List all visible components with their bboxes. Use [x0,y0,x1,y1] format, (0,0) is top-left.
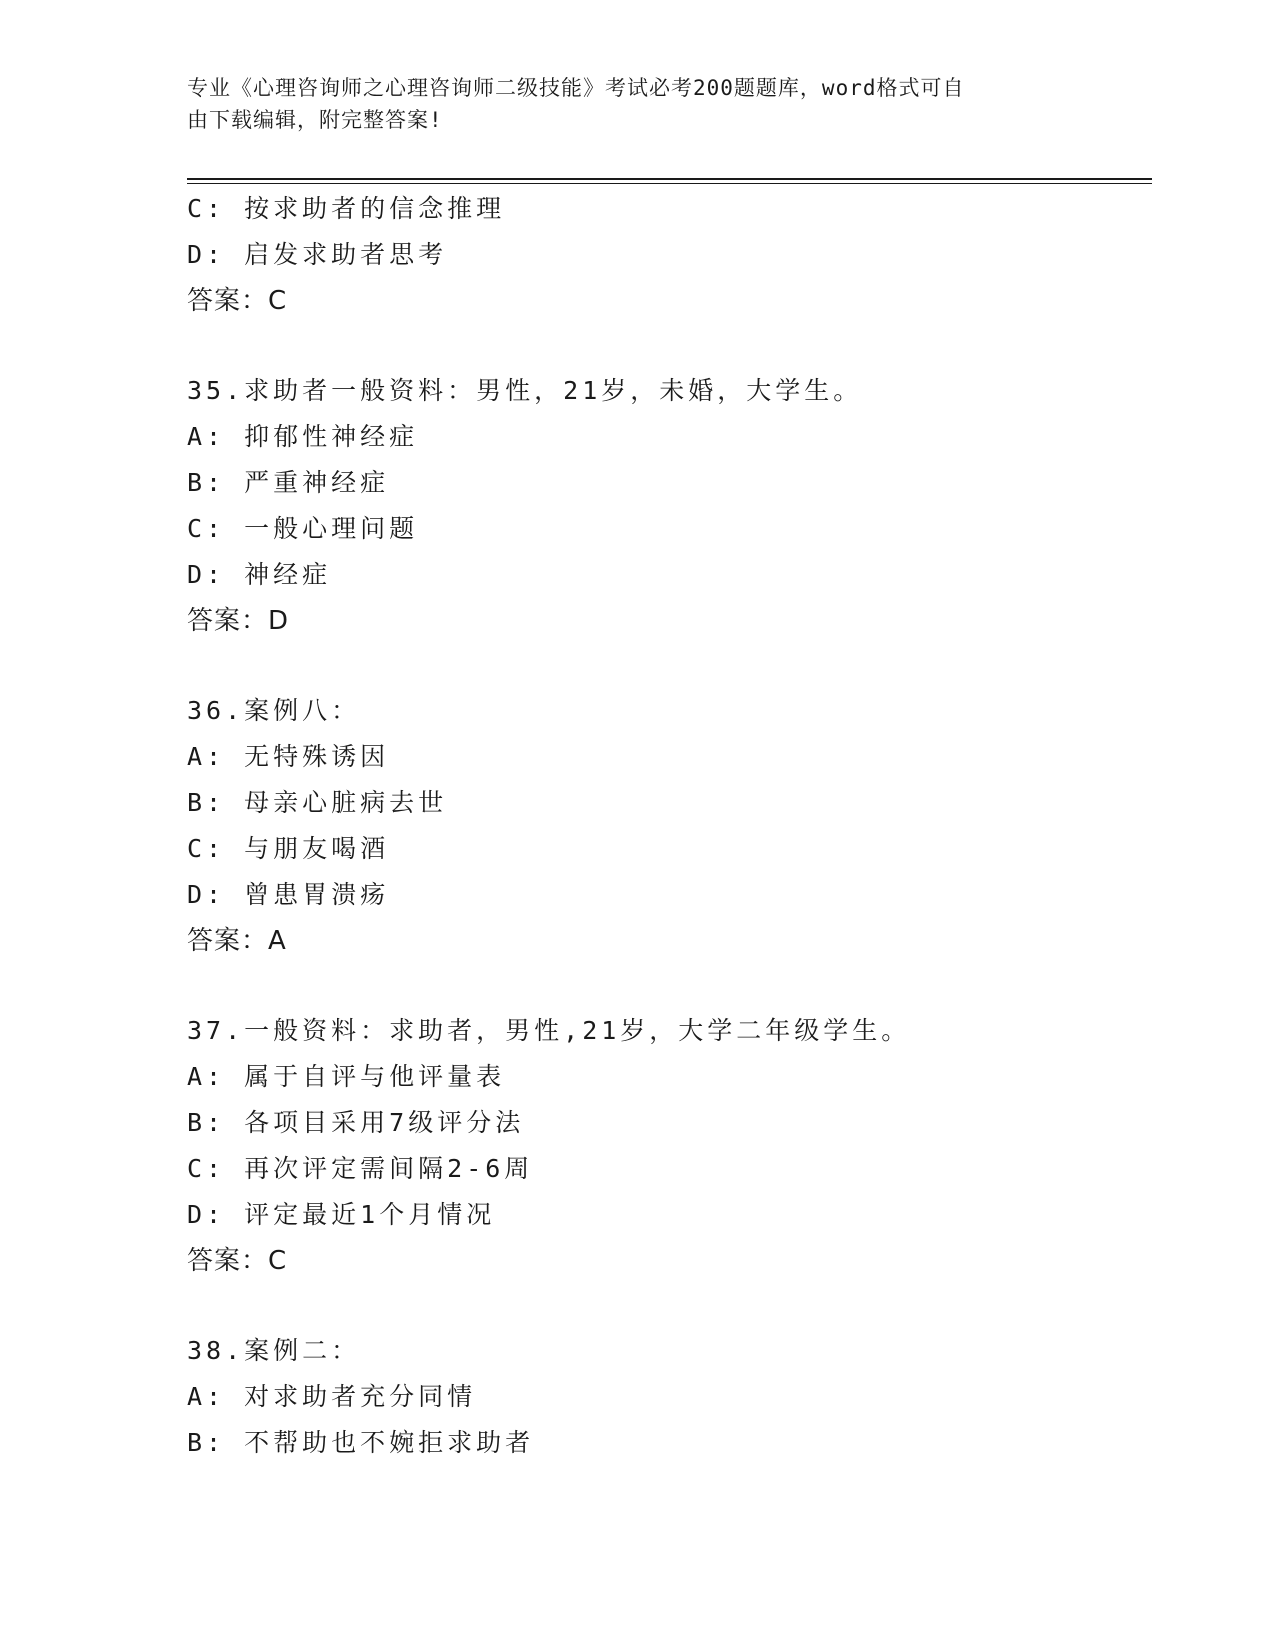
question-stem: 35.求助者一般资料：男性，21岁，未婚，大学生。 [187,376,863,405]
option-b: B: 母亲心脏病去世 [187,788,448,817]
answer-line: 答案：D [187,606,290,636]
option-d: D: 神经症 [187,560,332,589]
header-line-1: 专业《心理咨询师之心理咨询师二级技能》考试必考200题题库，word格式可自 [187,76,965,100]
answer-line: 答案：C [187,1246,288,1276]
header-line-2: 由下载编辑，附完整答案! [187,108,443,132]
option-c: C: 按求助者的信念推理 [187,194,506,223]
document-header [187,72,1067,136]
option-c: C: 与朋友喝酒 [187,834,390,863]
option-d: D: 曾患胃溃疡 [187,880,390,909]
option-a: A: 抑郁性神经症 [187,422,419,451]
question-37 [187,1008,1147,1284]
option-b: B: 不帮助也不婉拒求助者 [187,1428,535,1457]
question-stem: 38.案例二： [187,1336,361,1365]
question-stem: 37.一般资料：求助者，男性,21岁，大学二年级学生。 [187,1016,911,1045]
question-list [187,186,1147,1466]
header-divider-thick [187,178,1152,180]
header-divider-thin [187,183,1152,184]
question-35 [187,368,1147,644]
question-stem: 36.案例八： [187,696,361,725]
answer-line: 答案：C [187,286,288,316]
option-d: D: 启发求助者思考 [187,240,448,269]
option-d: D: 评定最近1个月情况 [187,1200,496,1229]
option-a: A: 对求助者充分同情 [187,1382,477,1411]
answer-line: 答案：A [187,926,287,956]
option-b: B: 严重神经症 [187,468,390,497]
option-a: A: 属于自评与他评量表 [187,1062,506,1091]
question-continuation [187,186,1147,324]
question-36 [187,688,1147,964]
question-38 [187,1328,1147,1466]
option-b: B: 各项目采用7级评分法 [187,1108,525,1137]
option-c: C: 一般心理问题 [187,514,419,543]
option-a: A: 无特殊诱因 [187,742,390,771]
option-c: C: 再次评定需间隔2-6周 [187,1154,534,1183]
